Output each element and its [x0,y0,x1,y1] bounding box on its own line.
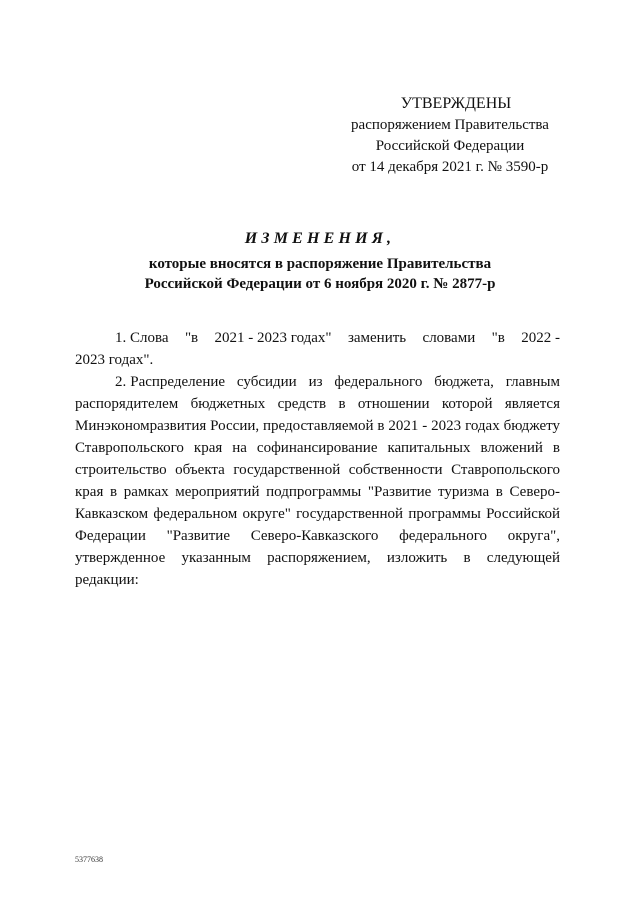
approval-heading: УТВЕРЖДЕНЫ [400,95,512,112]
item-2-paragraph [75,371,560,591]
approval-line-3: от 14 декабря 2021 г. № 3590-р [351,159,549,175]
item-1-word-2: "в [184,330,199,346]
item-2-number: 2. [115,374,127,390]
item-1-word-5: словами [422,330,476,346]
item-1-number: 1. [115,330,127,346]
document-title: ИЗМЕНЕНИЯ, [244,230,396,247]
item-1-line-2: 2023 годах". [75,352,154,368]
item-1-line-1 [75,327,560,349]
approval-line-1: распоряжением Правительства [351,117,549,133]
item-1-word-1: Слова [130,330,169,346]
item-1-word-3: 2021 - 2023 годах" [214,330,332,346]
approval-stamp-block [330,94,570,178]
item-1-word-4: заменить [347,330,407,346]
document-title-block [60,228,580,294]
item-1-word-6: "в [491,330,505,346]
document-footer-code: 5377638 [75,855,103,864]
approval-line-2: Российской Федерации [375,138,525,154]
item-1-paragraph [75,327,560,371]
item-1-start [115,327,169,349]
document-body [75,327,560,591]
document-subtitle-line-2: Российской Федерации от 6 ноября 2020 г. № 2877-р [144,276,496,292]
document-subtitle-line-1: которые вносятся в распоряжение Правительства [148,256,492,272]
item-1-word-7: 2022 - [521,330,560,346]
item-2-text: Распределение субсидии из федерального бюджета, главным распорядителем бюджетных средств в отношении которой является Минэкономразвития России, предоставляемой в 2021 - 2023 годах бюджету Ставропольского края на софинансирование капитальных вложений в строительство объекта государственной собственности Ставропольского края в рамках мероприятий подпрограммы "Развитие туризма в Северо-Кавказском федеральном округе" государственной программы Российской Федерации "Развитие Северо-Кавказского федерального округа", утвержденное указанным распоряжением, изложить в следующей редакции: [75,374,560,588]
